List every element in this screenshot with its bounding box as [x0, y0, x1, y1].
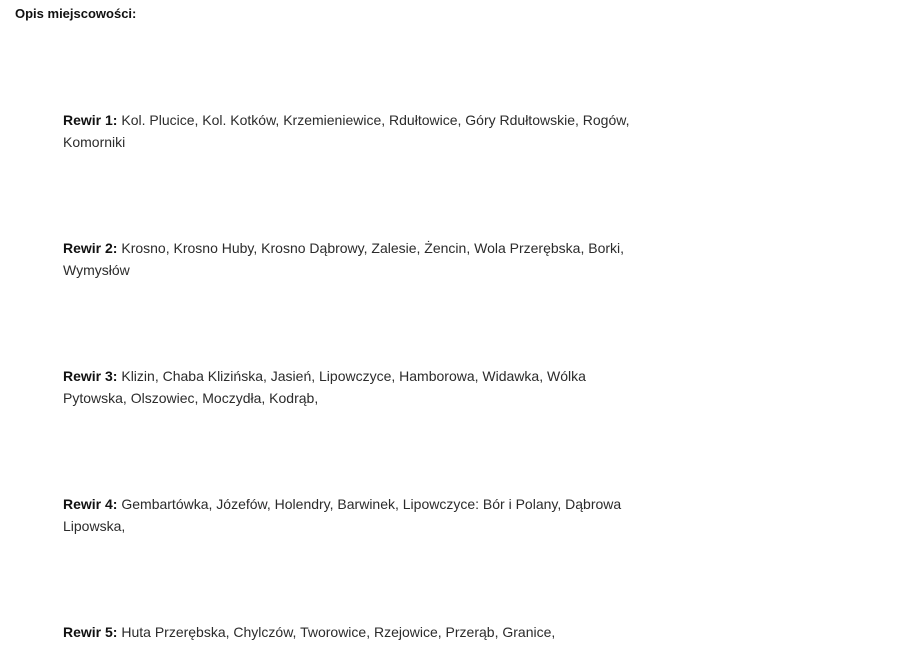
- rewir-5-localities: Huta Przerębska, Chylczów, Tworowice, Rzejowice, Przerąb, Granice,: [121, 624, 556, 640]
- rewir-1-paragraph: [63, 109, 643, 153]
- rewir-2-label: Rewir 2:: [63, 240, 118, 256]
- rewir-4-label: Rewir 4:: [63, 496, 118, 512]
- page-heading: Opis miejscowości:: [15, 6, 137, 21]
- rewir-1-label: Rewir 1:: [63, 112, 118, 128]
- rewir-3-paragraph: [63, 365, 643, 409]
- rewir-3-localities: Klizin, Chaba Klizińska, Jasień, Lipowczyce, Hamborowa, Widawka, Wólka Pytowska, Olszowiec, Moczydła, Kodrąb,: [63, 368, 586, 406]
- rewir-4-localities: Gembartówka, Józefów, Holendry, Barwinek, Lipowczyce: Bór i Polany, Dąbrowa Lipowska,: [63, 496, 622, 534]
- rewir-2-localities: Krosno, Krosno Huby, Krosno Dąbrowy, Zalesie, Żencin, Wola Przerębska, Borki, Wymysłów: [63, 240, 625, 278]
- rewir-4-paragraph: [63, 493, 643, 537]
- rewir-5-paragraph: [63, 621, 643, 643]
- rewir-5-label: Rewir 5:: [63, 624, 118, 640]
- rewir-3-label: Rewir 3:: [63, 368, 118, 384]
- rewir-2-paragraph: [63, 237, 643, 281]
- rewir-1-localities: Kol. Plucice, Kol. Kotków, Krzemieniewice, Rdułtowice, Góry Rdułtowskie, Rogów, Komorniki: [63, 112, 630, 150]
